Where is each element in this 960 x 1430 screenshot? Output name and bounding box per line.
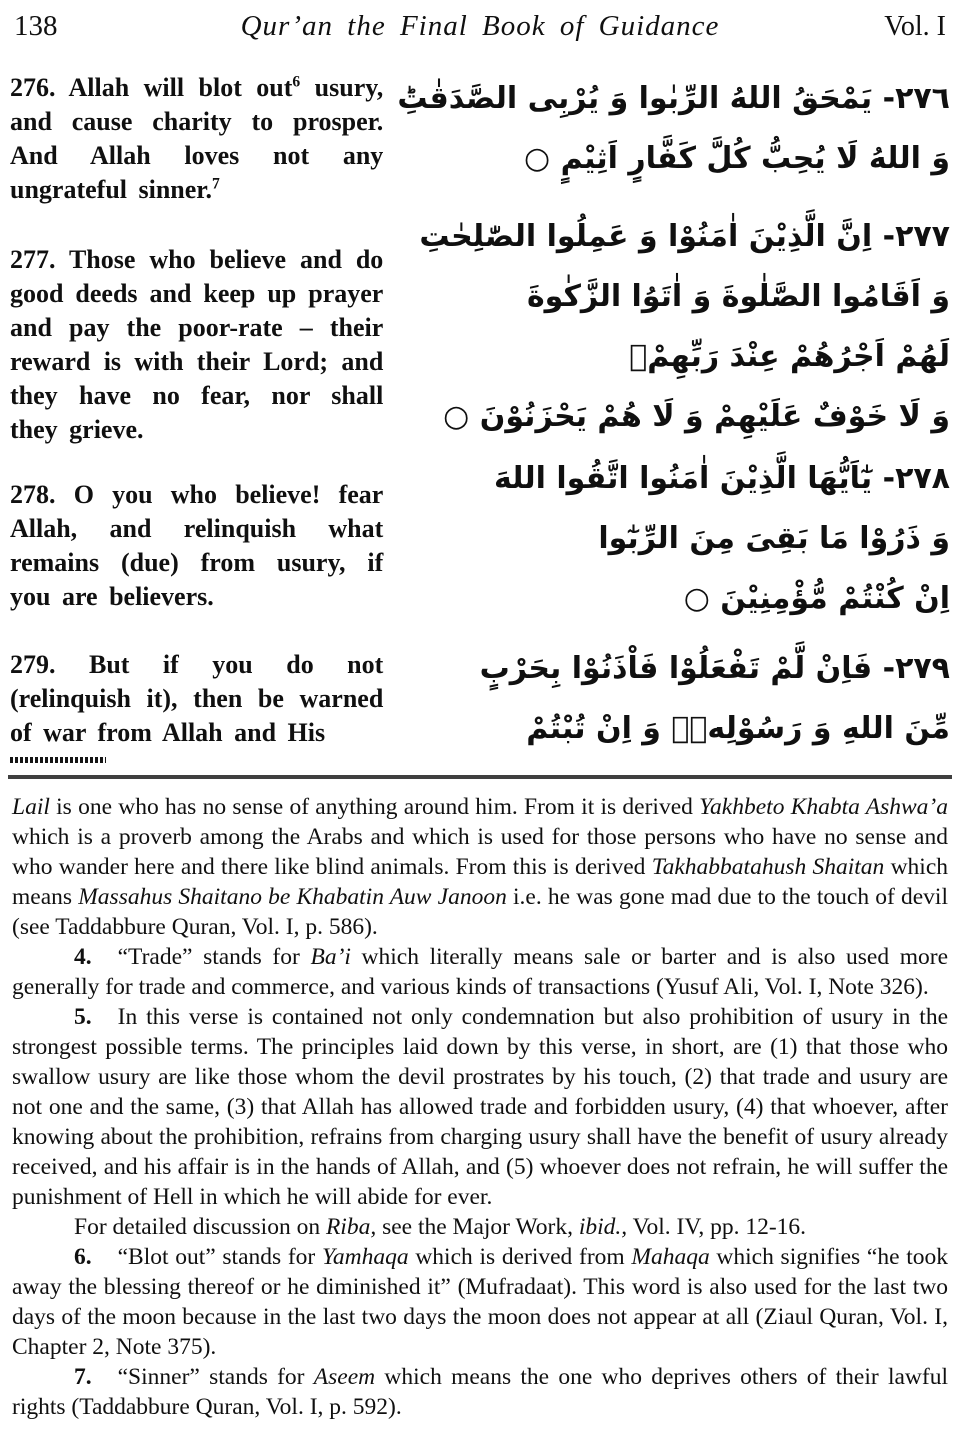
footnote-7-text: “Sinner” stands for Aseem which means the one who deprives others of their lawful rights (Taddabbure Quran, Vol. I, p. 592). bbox=[12, 1364, 949, 1420]
arabic-line: لَهُمْ اَجْرُهُمْ عِنْدَ رَبِّهِمْۚ bbox=[629, 339, 950, 374]
arabic-line: مِّنَ اللهِ وَ رَسُوْلِهٖۚ وَ اِنْ تُبْتُمْ bbox=[526, 711, 950, 746]
footnote-6-number: 6. bbox=[74, 1244, 92, 1270]
footnote-6 bbox=[12, 1242, 948, 1362]
footnote-continuation: Lail is one who has no sense of anything around him. From it is derived Yakhbeto Khabta Ashwa’a which is a proverb among the Arabs and which is used for those persons who have no sense and who wander here and there like blind animals. From this is derived Takhabbatahush Shaitan which means Massahus Shaitano be Khabatin Auw Janoon i.e. he was gone mad due to the touch of devil (see Taddabbure Quran, Vol. I, p. 586). bbox=[12, 794, 948, 940]
verse-279-arabic bbox=[397, 639, 950, 759]
arabic-line: وَ ذَرُوْا مَا بَقِىَ مِنَ الرِّبٰٓوا bbox=[598, 521, 950, 556]
arabic-line: وَ اللهُ لَا يُحِبُّ كُلَّ كَفَّارٍ اَثِيْمٍ ○ bbox=[523, 141, 950, 176]
verse-columns bbox=[0, 63, 960, 763]
footnote-6-text: “Blot out” stands for Yamhaqa which is derived from Mahaqa which signifies “he took away the blessing thereof or he diminished it” (Mufradaat). This word is also used for the last two days of the moon because in the last two days the moon does not appear at all (Ziaul Quran, Vol. I, Chapter 2, Note 375). bbox=[12, 1244, 948, 1360]
english-translation-column bbox=[0, 63, 383, 763]
page-header bbox=[0, 0, 960, 43]
riba-reference-note: For detailed discussion on Riba, see the Major Work, ibid., Vol. IV, pp. 12-16. bbox=[74, 1214, 807, 1240]
footnote-4-text: “Trade” stands for Ba’i which literally means sale or barter and is also used more generally for trade and commerce, and various kinds of transactions (Yusuf Ali, Vol. I, Note 326). bbox=[12, 944, 948, 1000]
verse-279-english: 279. But if you do not (relinquish it), then be warned of war from Allah and His bbox=[10, 650, 384, 747]
arabic-line: ٢٧٩- فَاِنْ لَّمْ تَفْعَلُوْا فَاْذَنُوْا بِحَرْبٍ bbox=[479, 651, 950, 686]
verse-276-english: 276. Allah will blot out$^6$ usury, and cause charity to prosper. And Allah loves not any ungrateful sinner.$^7$ bbox=[10, 73, 384, 204]
arabic-line: وَ لَا خَوْفٌ عَلَيْهِمْ وَ لَا هُمْ يَحْزَنُوْنَ ○ bbox=[443, 399, 950, 434]
arabic-line: ٢٧٨- يٰٓاَيُّهَا الَّذِيْنَ اٰمَنُوا اتَّقُوا اللهَ bbox=[493, 461, 950, 496]
footnotes-section bbox=[0, 779, 960, 1422]
arabic-line: وَ اَقَامُوا الصَّلٰوةَ وَ اٰتَوُا الزَّكٰوةَ bbox=[526, 279, 950, 314]
footnote-4 bbox=[12, 942, 948, 1002]
verse-277-english: 277. Those who believe and do good deeds and keep up prayer and pay the poor-rate – their reward is with their Lord; and they have no fear, nor shall they grieve. bbox=[10, 245, 384, 444]
footnote-5 bbox=[12, 1002, 948, 1212]
column-end-squiggle bbox=[10, 757, 106, 763]
arabic-line: ٢٧٦- يَمْحَقُ اللهُ الرِّبٰوا وَ يُرْبِى الصَّدَقٰتِؕ bbox=[397, 81, 950, 116]
verse-277-arabic bbox=[397, 207, 950, 447]
verse-276-arabic bbox=[397, 69, 950, 189]
arabic-line: اِنْ كُنْتُمْ مُّؤْمِنِيْنَ ○ bbox=[683, 581, 950, 616]
arabic-text-column bbox=[383, 63, 960, 763]
arabic-line: ٢٧٧- اِنَّ الَّذِيْنَ اٰمَنُوْا وَ عَمِلُوا الصّٰلِحٰتِ bbox=[419, 219, 950, 254]
volume-label: Vol. I bbox=[884, 11, 946, 42]
footnote-7-number: 7. bbox=[74, 1364, 92, 1390]
page-number: 138 bbox=[14, 10, 58, 42]
footnote-7 bbox=[12, 1362, 948, 1422]
footnote-5-text: In this verse is contained not only condemnation but also prohibition of usury in the strongest possible terms. The principles laid down by this verse, in short, are (1) that those who swallow usury are like those whom the devil prostrates by his touch, (2) that trade and usury are not one and the same, (3) that Allah has allowed trade and forbidden usury, (4) that whoever, after knowing about the prohibition, refrains from charging usury shall have the benefit of usury already received, and his affair is in the hands of Allah, and (5) whoever does not refrain, he will suffer the punishment of Hell in which he will abide for ever. bbox=[12, 1004, 948, 1210]
footnote-5-number: 5. bbox=[74, 1004, 92, 1030]
book-title: Qur’an the Final Book of Guidance bbox=[240, 10, 720, 42]
verse-278-arabic bbox=[397, 449, 950, 629]
verse-278-english: 278. O you who believe! fear Allah, and relinquish what remains (due) from usury, if you are believers. bbox=[10, 480, 384, 611]
footnote-4-number: 4. bbox=[74, 944, 92, 970]
